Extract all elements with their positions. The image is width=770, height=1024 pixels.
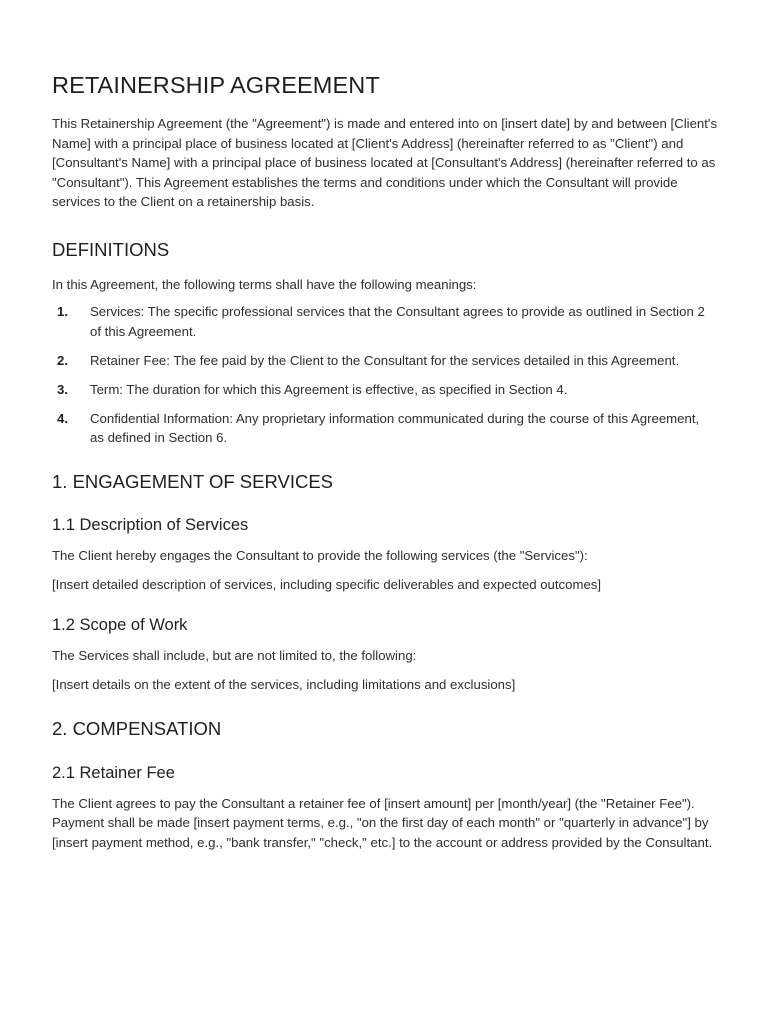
subsection-1-2-paragraph-1: The Services shall include, but are not limited to, the following: [52,647,417,663]
subsection-2-1-paragraph-1: The Client agrees to pay the Consultant a retainer fee of [insert amount] per [month/year] (the "Retainer Fee"). Payment shall be made [insert payment terms, e.g., "on the first day of each month" or "quarterly in advance"] by [insert payment method, e.g., "bank transfer," "check," etc.] to the account or address provided by the Consultant. [52,795,713,850]
subsection-1-1-heading: 1.1 Description of Services [52,515,249,534]
list-item-number: 1. [57,304,68,319]
section-2-heading: 2. COMPENSATION [52,717,222,739]
subsection-1-1-paragraph-2: [Insert detailed description of services, including specific deliverables and expected outcomes] [52,577,602,592]
document-title: RETAINERSHIP AGREEMENT [52,72,380,98]
list-item [52,302,718,341]
definitions-list [52,302,718,448]
definitions-lead: In this Agreement, the following terms shall have the following meanings: [52,276,477,292]
list-item-text: Term: The duration for which this Agreement is effective, as specified in Section 4. [90,381,568,397]
intro-paragraph: This Retainership Agreement (the "Agreement") is made and entered into on [insert date] by and between [Client's Name] with a principal place of business located at [Client's Address] (hereinafter referred to as "Client") and [Consultant's Name] with a principal place of business located at [Consultant's Address] (hereinafter referred to as "Consultant"). This Agreement establishes the terms and conditions under which the Consultant will provide services to the Client on a retainership basis. [52,116,718,209]
section-1-heading: 1. ENGAGEMENT OF SERVICES [52,470,333,492]
list-item-number: 3. [57,381,68,397]
subsection-1-2-paragraph-2: [Insert details on the extent of the services, including limitations and exclusions] [52,677,516,692]
definitions-heading: DEFINITIONS [52,238,170,260]
list-item [52,351,718,371]
list-item-text: Confidential Information: Any proprietary information communicated during the course of this Agreement, as defined in Section 6. [90,410,700,445]
list-item-number: 4. [57,410,68,426]
list-item-text: Retainer Fee: The fee paid by the Client to the Consultant for the services detailed in this Agreement. [90,352,680,368]
subsection-2-1-heading: 2.1 Retainer Fee [52,763,175,782]
subsection-1-1-paragraph-1: The Client hereby engages the Consultant to provide the following services (the "Services"): [52,547,588,563]
list-item [52,409,718,448]
list-item-number: 2. [57,352,68,368]
list-item [52,380,718,400]
subsection-1-2-heading: 1.2 Scope of Work [52,615,188,634]
list-item-text: Services: The specific professional services that the Consultant agrees to provide as outlined in Section 2 of this Agreement. [90,304,705,339]
